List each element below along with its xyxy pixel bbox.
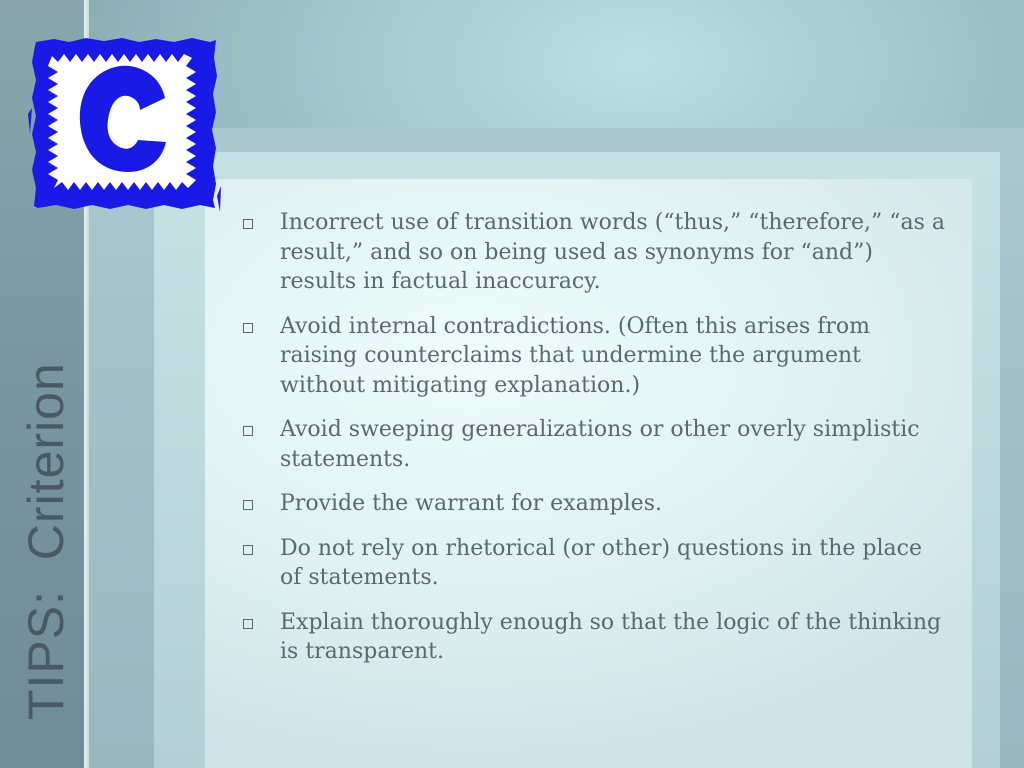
bullet-text: Incorrect use of transition words (“thus,” “therefore,” “as a result,” and so on being used as synonyms for “and”) results in factual inaccuracy. bbox=[280, 210, 945, 294]
hollow-square-icon bbox=[243, 619, 253, 629]
bullet-item bbox=[240, 312, 950, 401]
hollow-square-icon bbox=[243, 323, 253, 333]
criterion-logo bbox=[24, 36, 222, 212]
bullet-item bbox=[240, 489, 950, 519]
bullet-text: Avoid internal contradictions. (Often this arises from raising counterclaims that undermine the argument without mitigating explanation.) bbox=[280, 313, 871, 398]
bullet-text: Avoid sweeping generalizations or other overly simplistic statements. bbox=[280, 417, 920, 472]
bullet-item bbox=[240, 208, 950, 297]
bullet-item bbox=[240, 608, 950, 667]
bullet-text: Provide the warrant for examples. bbox=[280, 491, 662, 516]
criterion-logo-graphic bbox=[24, 36, 222, 212]
bullet-item bbox=[240, 534, 950, 593]
bullet-item bbox=[240, 415, 950, 474]
hollow-square-icon bbox=[243, 219, 253, 229]
bullet-text: Explain thoroughly enough so that the logic of the thinking is transparent. bbox=[280, 609, 942, 664]
bullet-text: Do not rely on rhetorical (or other) questions in the place of statements. bbox=[280, 535, 922, 590]
hollow-square-icon bbox=[243, 500, 253, 510]
hollow-square-icon bbox=[243, 545, 253, 555]
slide-title: TIPS: Criterion bbox=[18, 362, 74, 720]
hollow-square-icon bbox=[243, 426, 253, 436]
bullet-list bbox=[240, 208, 950, 682]
